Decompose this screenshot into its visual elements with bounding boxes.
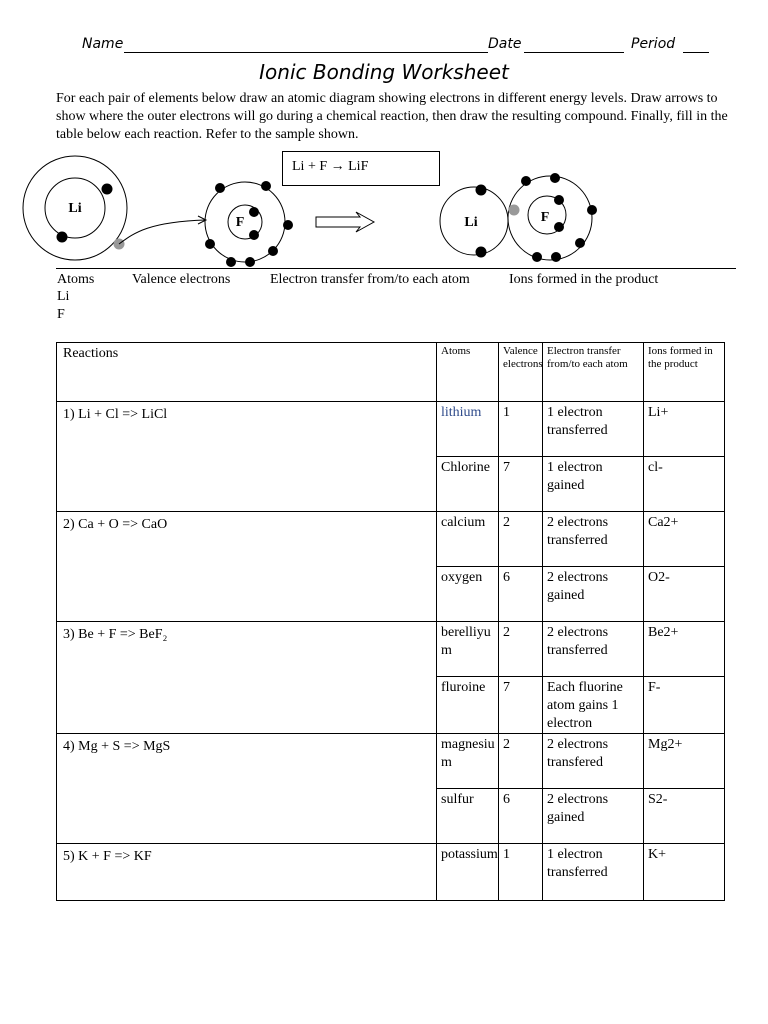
reaction-cell: 4) Mg + S => MgS [57,734,437,844]
f-electron [249,207,259,217]
li-symbol: Li [68,201,82,216]
product-f-electron [521,176,531,186]
ion-cell[interactable]: Be2+ [644,622,725,677]
sample-header-transfer: Electron transfer from/to each atom [270,272,470,287]
ion-cell[interactable]: Mg2+ [644,734,725,789]
transfer-cell[interactable]: 1 electron gained [543,457,644,512]
sample-header-atoms: Atoms [57,272,95,287]
f-electron [226,257,236,267]
sample-atom-li: Li [57,289,70,304]
ion-cell[interactable]: Li+ [644,402,725,457]
atom-cell[interactable]: oxygen [437,567,499,622]
transfer-cell[interactable]: 1 electron transferred [543,402,644,457]
ion-cell[interactable]: O2- [644,567,725,622]
f-symbol: F [235,215,245,230]
divider [56,268,736,269]
name-label: Name [82,36,124,52]
valence-cell[interactable]: 2 [499,622,543,677]
product-f-electron [554,222,564,232]
product-f-electron [550,173,560,183]
sample-atom-f: F [57,307,65,322]
product-transferred-electron [509,205,520,216]
sample-equation-box: Li + F → LiF [282,151,440,186]
product-f-symbol: F [540,210,550,225]
valence-cell[interactable]: 2 [499,512,543,567]
li-electron [57,232,68,243]
page-title: Ionic Bonding Worksheet [259,60,509,84]
atom-cell[interactable]: calcium [437,512,499,567]
valence-cell[interactable]: 6 [499,567,543,622]
product-f-electron [554,195,564,205]
atom-cell[interactable]: fluroine [437,677,499,734]
transfer-cell[interactable]: 2 electrons transferred [543,512,644,567]
reaction-table [56,342,725,901]
atom-cell[interactable]: Chlorine [437,457,499,512]
header-transfer: Electron transfer from/to each atom [543,343,644,402]
valence-cell[interactable]: 1 [499,844,543,901]
date-label: Date [488,36,522,52]
name-blank[interactable] [124,52,488,53]
header-reactions: Reactions [57,343,437,402]
valence-cell[interactable]: 2 [499,734,543,789]
f-electron [268,246,278,256]
product-f-electron [575,238,585,248]
table-row [57,512,725,567]
sample-header-valence: Valence electrons [132,272,231,287]
table-row [57,402,725,457]
product-li-symbol: Li [464,215,478,230]
period-blank[interactable] [683,52,709,53]
transfer-cell[interactable]: 2 electrons transfered [543,734,644,789]
li-electron [102,184,113,195]
ion-cell[interactable]: cl- [644,457,725,512]
transfer-cell[interactable]: 2 electrons transferred [543,622,644,677]
table-row [57,844,725,901]
product-f-electron [587,205,597,215]
transfer-cell[interactable]: 2 electrons gained [543,567,644,622]
f-electron [245,257,255,267]
sample-header-ions: Ions formed in the product [509,272,659,287]
ion-cell[interactable]: S2- [644,789,725,844]
ion-cell[interactable]: K+ [644,844,725,901]
instructions: For each pair of elements below draw an atomic diagram showing electrons in different energy levels. Draw arrows to show where the outer electrons will go during a chemical reaction, then draw the resulting compound. Finally, fill in the table below each reaction. Refer to the sample shown. [56,91,728,142]
header-ions: Ions formed in the product [644,343,725,402]
header-atoms: Atoms [437,343,499,402]
product-f-electron [551,252,561,262]
f-electron [215,183,225,193]
reaction-arrow [316,212,374,232]
header-valence: Valence electrons [499,343,543,402]
table-row [57,622,725,677]
atom-cell[interactable]: berelliyum [437,622,499,677]
date-blank[interactable] [524,52,624,53]
valence-cell[interactable]: 7 [499,677,543,734]
f-electron [249,230,259,240]
reaction-cell: 2) Ca + O => CaO [57,512,437,622]
atom-cell[interactable]: magnesium [437,734,499,789]
product-li-electron [476,185,487,196]
atom-cell[interactable]: potassium [437,844,499,901]
reaction-cell: 3) Be + F => BeF₂ [57,622,437,734]
atom-cell[interactable]: lithium [437,402,499,457]
f-electron [283,220,293,230]
atom-cell[interactable]: sulfur [437,789,499,844]
product-f-electron [532,252,542,262]
f-electron [261,181,271,191]
table-row [57,734,725,789]
table-header-row [57,343,725,402]
ion-cell[interactable]: F- [644,677,725,734]
reaction-cell: 1) Li + Cl => LiCl [57,402,437,512]
ion-cell[interactable]: Ca2+ [644,512,725,567]
transfer-arrow [119,220,205,244]
valence-cell[interactable]: 7 [499,457,543,512]
transfer-cell[interactable]: Each fluorine atom gains 1 electron [543,677,644,734]
product-li-electron [476,247,487,258]
transfer-cell[interactable]: 1 electron transferred [543,844,644,901]
transfer-cell[interactable]: 2 electrons gained [543,789,644,844]
header-fields [82,34,722,56]
period-label: Period [631,36,676,52]
valence-cell[interactable]: 6 [499,789,543,844]
reaction-cell: 5) K + F => KF [57,844,437,901]
valence-cell[interactable]: 1 [499,402,543,457]
f-electron [205,239,215,249]
